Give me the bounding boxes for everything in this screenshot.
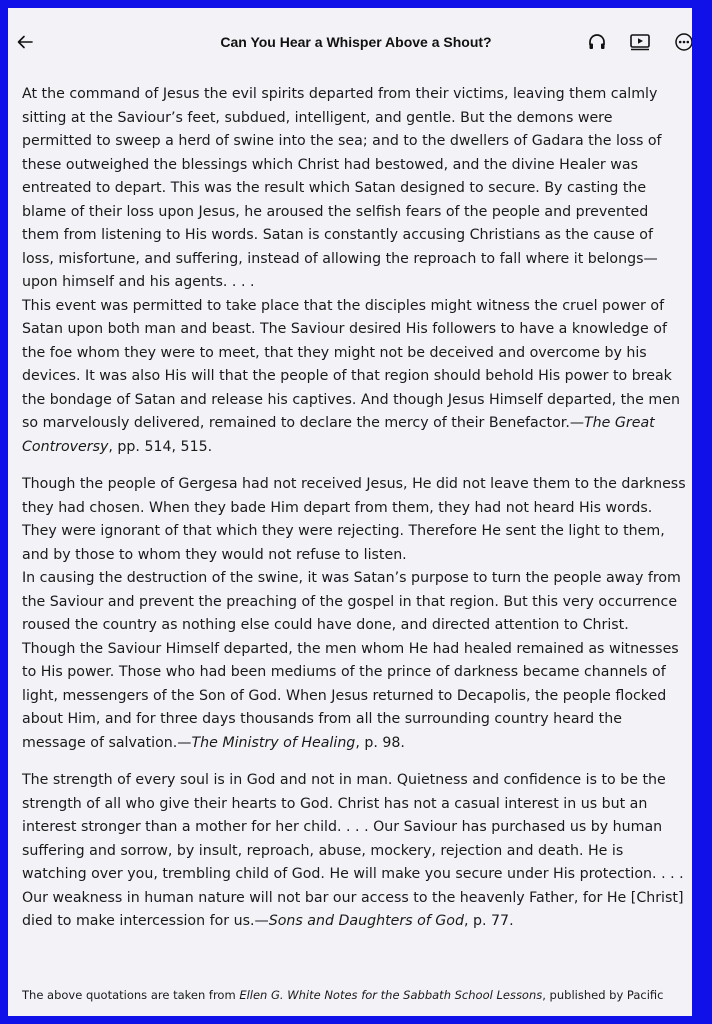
- page-title: Can You Hear a Whisper Above a Shout?: [220, 34, 492, 50]
- footer-source: Ellen G. White Notes for the Sabbath School Lessons: [239, 988, 543, 1002]
- app-window: [8, 8, 692, 1016]
- paragraph-3: Though the people of Gergesa had not received Jesus, He did not leave them to the darkness they had chosen. When they bade Him depart from them, they had not heard His words. They were ignorant of that which they were rejecting. Therefore He sent the light to them, and by those to whom they would not refuse to listen.: [22, 476, 686, 563]
- more-button[interactable]: [672, 30, 692, 54]
- back-arrow-icon: [16, 33, 34, 51]
- source-title: The Great Controversy: [22, 415, 655, 455]
- play-icon: [629, 32, 651, 52]
- top-bar: [8, 8, 692, 72]
- reading-content: [22, 83, 686, 934]
- paragraph-4: In causing the destruction of the swine, it was Satan’s purpose to turn the people away from the Saviour and prevent the preaching of the gospel in that region. But this very occurrence roused the country as nothing else could have done, and directed attention to Christ. Though the Saviour Himself departed, the men whom He had healed remained as witnesses to His power. Those who had been mediums of the prince of darkness became channels of light, messengers of the Son of God. When Jesus returned to Decapolis, the people flocked about Him, and for three days thousands from all the surrounding country heard the message of salvation.—The Ministry of Healing, p. 98.: [22, 570, 681, 751]
- source-title: Sons and Daughters of God: [268, 913, 464, 929]
- listen-button[interactable]: [585, 30, 609, 54]
- paragraph-1: At the command of Jesus the evil spirits departed from their victims, leaving them calmly sitting at the Saviour’s feet, subdued, intelligent, and gentle. But the demons were permitted to sweep a herd of swine into the sea; and to the dwellers of Gadara the loss of these outweighed the blessings which Christ had bestowed, and the divine Healer was entreated to depart. This was the result which Satan designed to secure. By casting the blame of their loss upon Jesus, he aroused the selfish fears of the people and prevented them from listening to His words. Satan is constantly accusing Christians as the cause of loss, misfortune, and suffering, instead of allowing the reproach to fall where it belongs—upon himself and his agents. . . .: [22, 86, 662, 290]
- back-button[interactable]: [14, 31, 36, 53]
- video-button[interactable]: [628, 30, 652, 54]
- headphones-icon: [587, 32, 607, 52]
- footer-note: The above quotations are taken from Ellen G. White Notes for the Sabbath School Lessons, published by Pacific: [22, 988, 664, 1002]
- paragraph-5: The strength of every soul is in God and not in man. Quietness and confidence is to be the strength of all who give their hearts to God. Christ has not a casual interest in us but an interest stronger than a mother for her child. . . . Our Saviour has purchased us by human suffering and sorrow, by insult, reproach, abuse, mockery, rejection and death. He is watching over you, trembling child of God. He will make you secure under His protection. . . . Our weakness in human nature will not bar our access to the heavenly Father, for He [Christ] died to make intercession for us.—Sons and Daughters of God, p. 77.: [22, 772, 684, 929]
- paragraph-2: This event was permitted to take place that the disciples might witness the cruel power of Satan upon both man and beast. The Saviour desired His followers to have a knowledge of the foe whom they were to meet, that they might not be deceived and overcome by his devices. It was also His will that the people of that region should behold His power to break the bondage of Satan and release his captives. And though Jesus Himself departed, the men so marvelously delivered, remained to declare the mercy of their Benefactor.—The Great Controversy, pp. 514, 515.: [22, 297, 680, 455]
- source-title: The Ministry of Healing: [191, 734, 356, 751]
- more-icon: [674, 32, 692, 52]
